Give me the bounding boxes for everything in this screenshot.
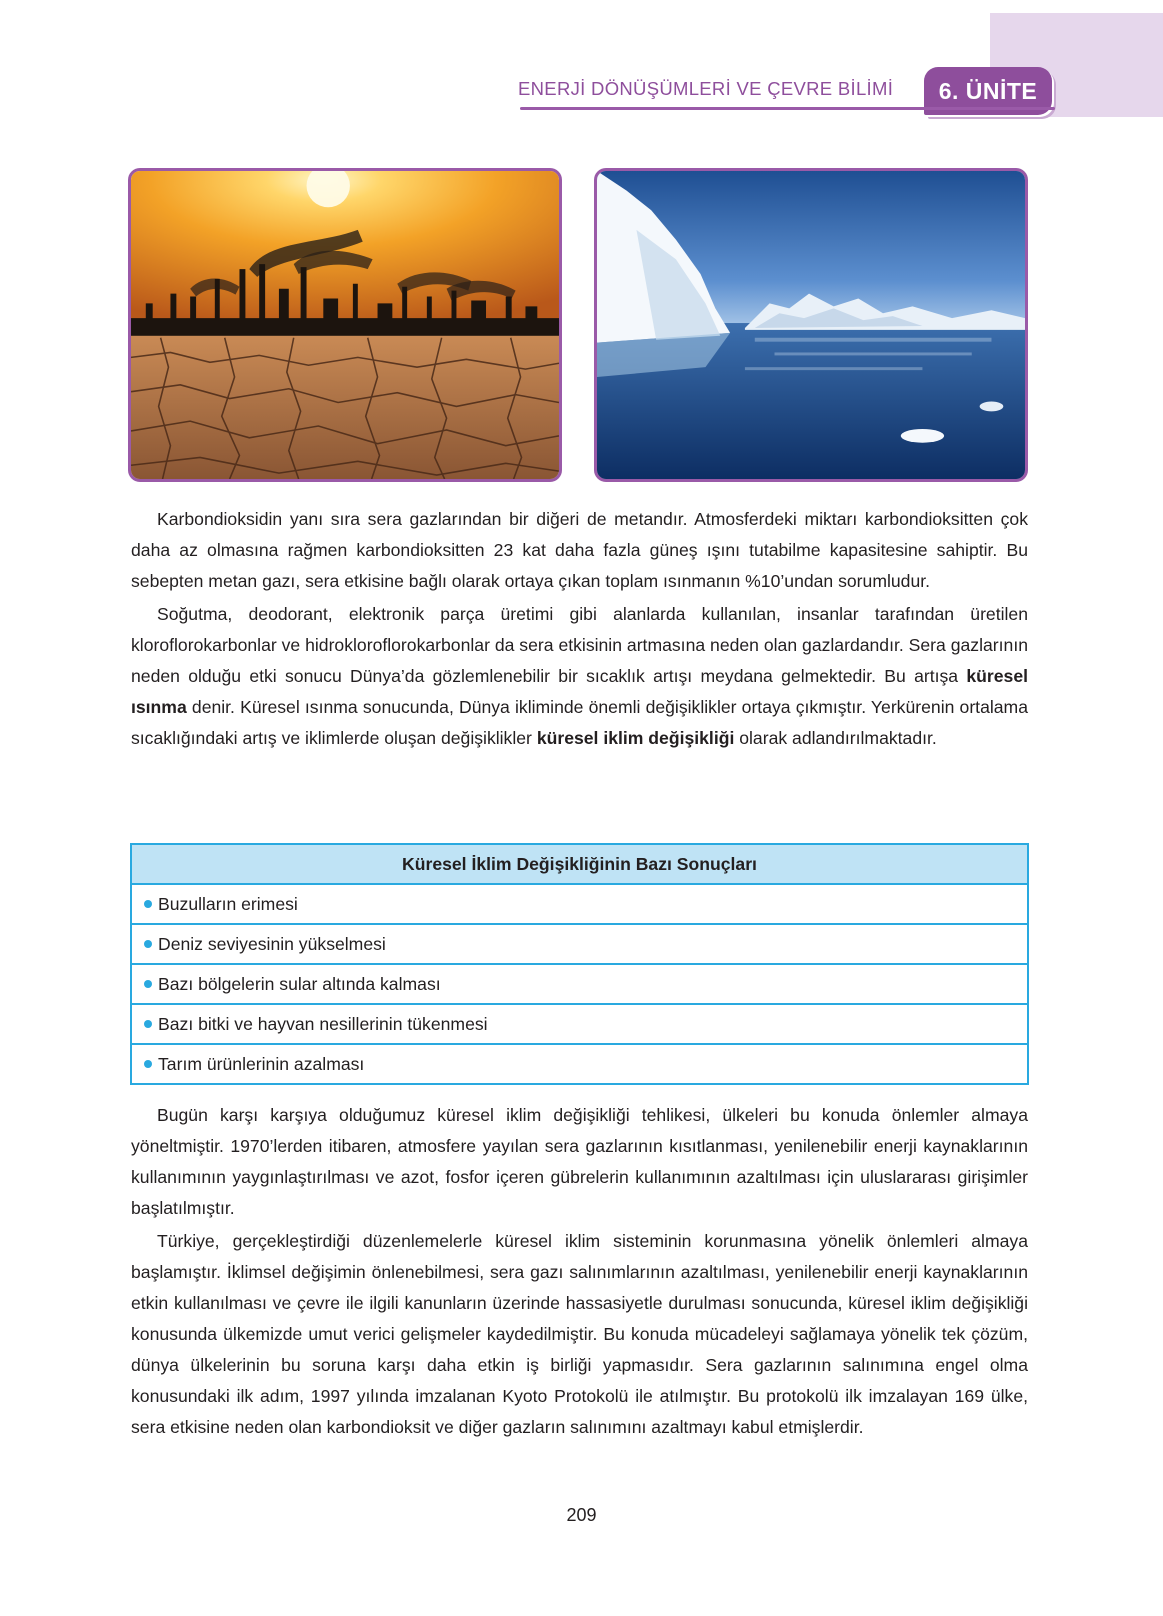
table-item: Bazı bitki ve hayvan nesillerinin tükenmesi	[158, 1013, 488, 1034]
unit-badge: 6. ÜNİTE	[924, 67, 1052, 115]
factory-drought-photo	[128, 168, 562, 482]
table-item: Bazı bölgelerin sular altında kalması	[158, 973, 441, 994]
paragraph-methane: Karbondioksidin yanı sıra sera gazlarından bir diğeri de metandır. Atmosferdeki miktarı karbondioksitten çok daha az olmasına rağmen karbondioksitten 23 kat daha fazla güneş ışını tutabilme kapasitesine sahiptir. Bu sebepten metan gazı, sera etkisine bağlı olarak ortaya çıkan toplam ısınmanın %10’undan sorumludur.	[131, 509, 1028, 591]
table-item: Buzulların erimesi	[158, 893, 298, 914]
page-number: 209	[566, 1505, 597, 1525]
table-row	[131, 1004, 1028, 1044]
table-title: Küresel İklim Değişikliğinin Bazı Sonuçları	[131, 844, 1028, 884]
chapter-title: ENERJİ DÖNÜŞÜMLERİ VE ÇEVRE BİLİMİ	[518, 78, 894, 99]
table-row	[131, 924, 1028, 964]
paragraph-international: Bugün karşı karşıya olduğumuz küresel iklim değişikliği tehlikesi, ülkeleri bu konuda önlemler almaya yöneltmiştir. 1970’lerden itibaren, atmosfere yayılan sera gazlarının kısıtlanması, yenilenebilir enerji kaynaklarının kullanımının yaygınlaştırılması ve azot, fosfor içeren gübrelerin kullanımının azaltılması için uluslararası girişimler başlatılmıştır.	[131, 1105, 1028, 1218]
table-row	[131, 1044, 1028, 1084]
iceberg-photo	[594, 168, 1028, 482]
paragraph-cfc	[131, 599, 1028, 754]
iceberg-illustration	[597, 171, 1025, 479]
term-global-warming: küresel ısınma	[131, 666, 1028, 717]
term-climate-change: küresel iklim değişikliği	[536, 728, 735, 748]
conclusion-text	[131, 1100, 1028, 1443]
bullet-icon	[144, 1060, 152, 1068]
bullet-icon	[144, 900, 152, 908]
climate-change-results-table	[130, 843, 1029, 1085]
paragraph-cfc-part2: denir. Küresel ısınma sonucunda, Dünya ikliminde önemli değişiklikler ortaya çıkmıştır. Yerkürenin ortalama sıcaklığındaki artış ve iklimlerde oluşan değişiklikler	[131, 697, 1028, 748]
paragraph-turkey-kyoto: Türkiye, gerçekleştirdiği düzenlemelerle küresel iklim sisteminin korunmasına yönelik önlemleri almaya başlamıştır. İklimsel değişimin önlenebilmesi, sera gazı salınımlarının azaltılması, yenilenebilir enerji kaynaklarının etkin kullanılması ve çevre ile ilgili kanunların üzerinde hassasiyetle durulması sonucunda, küresel iklim değişikliği konusunda ülkemizde umut verici gelişmeler kaydedilmiştir. Bu konuda mücadeleyi sağlamaya yönelik tek çözüm, dünya ülkelerinin bu soruna karşı daha etkin iş birliği yapmasıdır. Sera gazlarının salınımına engel olma konusundaki ilk adım, 1997 yılında imzalanan Kyoto Protokolü ile atılmıştır. Bu protokolü ilk imzalayan 169 ülke, sera etkisine neden olan karbondioksit ve diğer gazların salınımını azaltmayı kabul etmişlerdir.	[131, 1231, 1028, 1437]
table-item: Deniz seviyesinin yükselmesi	[158, 933, 386, 954]
table-row	[131, 884, 1028, 924]
header-divider	[520, 107, 1055, 110]
paragraph-cfc-part1: Soğutma, deodorant, elektronik parça üretimi gibi alanlarda kullanılan, insanlar tarafından üretilen kloroflorokarbonlar ve hidrokloroflorokarbonlar da sera etkisinin artmasına neden olan gazlardandır. Sera gazlarının neden olduğu etki sonucu Dünya’da gözlemlenebilir bir sıcaklık artışı meydana gelmektedir. Bu artışa	[131, 604, 1028, 686]
paragraph-cfc-part3: olarak adlandırılmaktadır.	[734, 728, 937, 748]
table-item: Tarım ürünlerinin azalması	[158, 1053, 365, 1074]
intro-text	[131, 504, 1028, 754]
bullet-icon	[144, 940, 152, 948]
table-row	[131, 964, 1028, 1004]
bullet-icon	[144, 1020, 152, 1028]
bullet-icon	[144, 980, 152, 988]
factory-drought-illustration	[131, 171, 559, 479]
